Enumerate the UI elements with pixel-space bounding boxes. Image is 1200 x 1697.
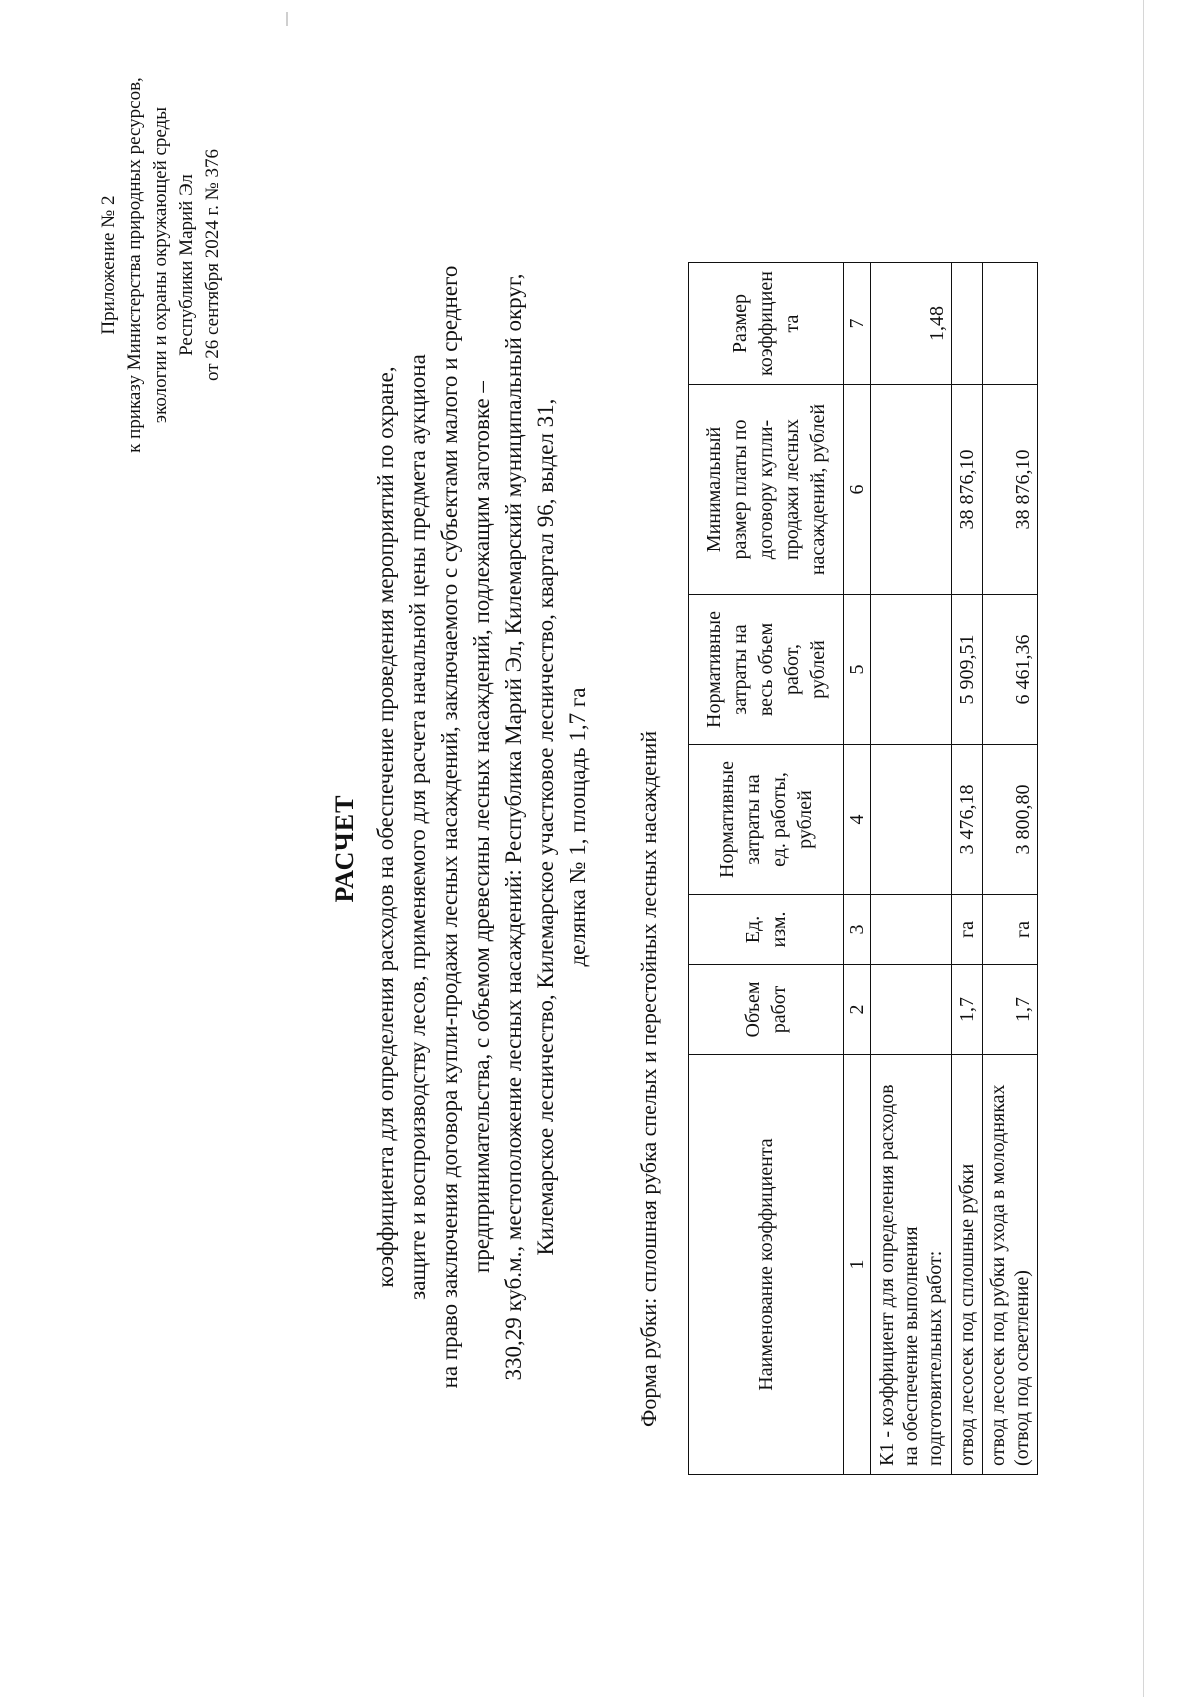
row-cost-per-unit: 3 476,18	[952, 745, 983, 895]
subtitle-line: делянка № 1, площадь 1,7 га	[565, 687, 590, 967]
subtitle-line: Килемарское лесничество, Килемарское участковое лесничество, квартал 96, выдел 31,	[533, 398, 558, 1256]
header-coefficient-size: Размер коэффициен та	[689, 263, 844, 385]
header-cost-per-unit: Нормативные затраты на ед. работы, рублей	[689, 745, 844, 895]
row-cost-total: 5 909,51	[952, 595, 983, 745]
k1-unit	[871, 895, 952, 965]
k1-coefficient: 1,48	[871, 263, 952, 385]
column-number: 3	[844, 895, 871, 965]
row-cost-per-unit: 3 800,80	[983, 745, 1038, 895]
k1-name: К1 - коэффициент для определения расходов на обеспечение выполнения подготовительных работ:	[871, 1055, 952, 1475]
row-min-payment: 38 876,10	[952, 385, 983, 595]
subtitle-line: на право заключения договора купли-продажи лесных насаждений, заключаемого с субъектами малого и среднего	[437, 265, 462, 1389]
k1-cost-per-unit	[871, 745, 952, 895]
table-row	[983, 263, 1038, 1475]
row-name: отвод лесосек под сплошные рубки	[952, 1055, 983, 1475]
subtitle-line: предпринимательства, с объемом древесины лесных насаждений, подлежащим заготовке –	[469, 381, 494, 1273]
header-coefficient-name: Наименование коэффициента	[689, 1055, 844, 1475]
row-unit: га	[952, 895, 983, 965]
header-unit: Ед. изм.	[689, 895, 844, 965]
document-subtitle	[370, 97, 594, 1557]
cutting-form-line: Форма рубки: сплошная рубка спелых и перестойных лесных насаждений	[636, 730, 661, 1427]
row-coefficient	[952, 263, 983, 385]
column-number: 6	[844, 385, 871, 595]
header-cost-total: Нормативные затраты на весь объем работ, рублей	[689, 595, 844, 745]
row-volume: 1,7	[983, 965, 1038, 1055]
table-header-row	[689, 263, 844, 1475]
calculation-table	[688, 262, 1038, 1475]
column-number: 2	[844, 965, 871, 1055]
header-work-volume: Объем работ	[689, 965, 844, 1055]
appendix-line: Приложение № 2	[98, 195, 119, 335]
row-coefficient	[983, 263, 1038, 385]
row-unit: га	[983, 895, 1038, 965]
subtitle-line: 330,29 куб.м., местоположение лесных насаждений: Республика Марий Эл, Килемарский муниципальный округ,	[501, 273, 526, 1381]
appendix-block	[96, 55, 226, 475]
appendix-line: экологии и охраны окружающей среды	[150, 106, 171, 424]
k1-volume	[871, 965, 952, 1055]
column-number: 7	[844, 263, 871, 385]
row-min-payment: 38 876,10	[983, 385, 1038, 595]
row-volume: 1,7	[952, 965, 983, 1055]
column-number: 5	[844, 595, 871, 745]
column-number: 1	[844, 1055, 871, 1475]
row-name: отвод лесосек под рубки ухода в молодняках (отвод под осветление)	[983, 1055, 1038, 1475]
column-number: 4	[844, 745, 871, 895]
table-row	[952, 263, 983, 1475]
appendix-line: к приказу Министерства природных ресурсов,	[124, 77, 145, 453]
subtitle-line: защите и воспроизводству лесов, применяемого для расчета начальной цены предмета аукциона	[405, 354, 430, 1300]
row-cost-total: 6 461,36	[983, 595, 1038, 745]
subtitle-line: коэффициента для определения расходов на обеспечение проведения мероприятий по охране,	[373, 366, 398, 1288]
table-row-k1	[871, 263, 952, 1475]
header-min-payment: Минимальный размер платы по договору купли- продажи лесных насаждений, рублей	[689, 385, 844, 595]
k1-min-payment	[871, 385, 952, 595]
column-number-row	[844, 263, 871, 1475]
document-title: РАСЧЕТ	[330, 794, 359, 903]
appendix-line: от 26 сентября 2024 г. № 376	[202, 148, 223, 382]
appendix-line: Республики Марий Эл	[176, 174, 197, 356]
k1-cost-total	[871, 595, 952, 745]
